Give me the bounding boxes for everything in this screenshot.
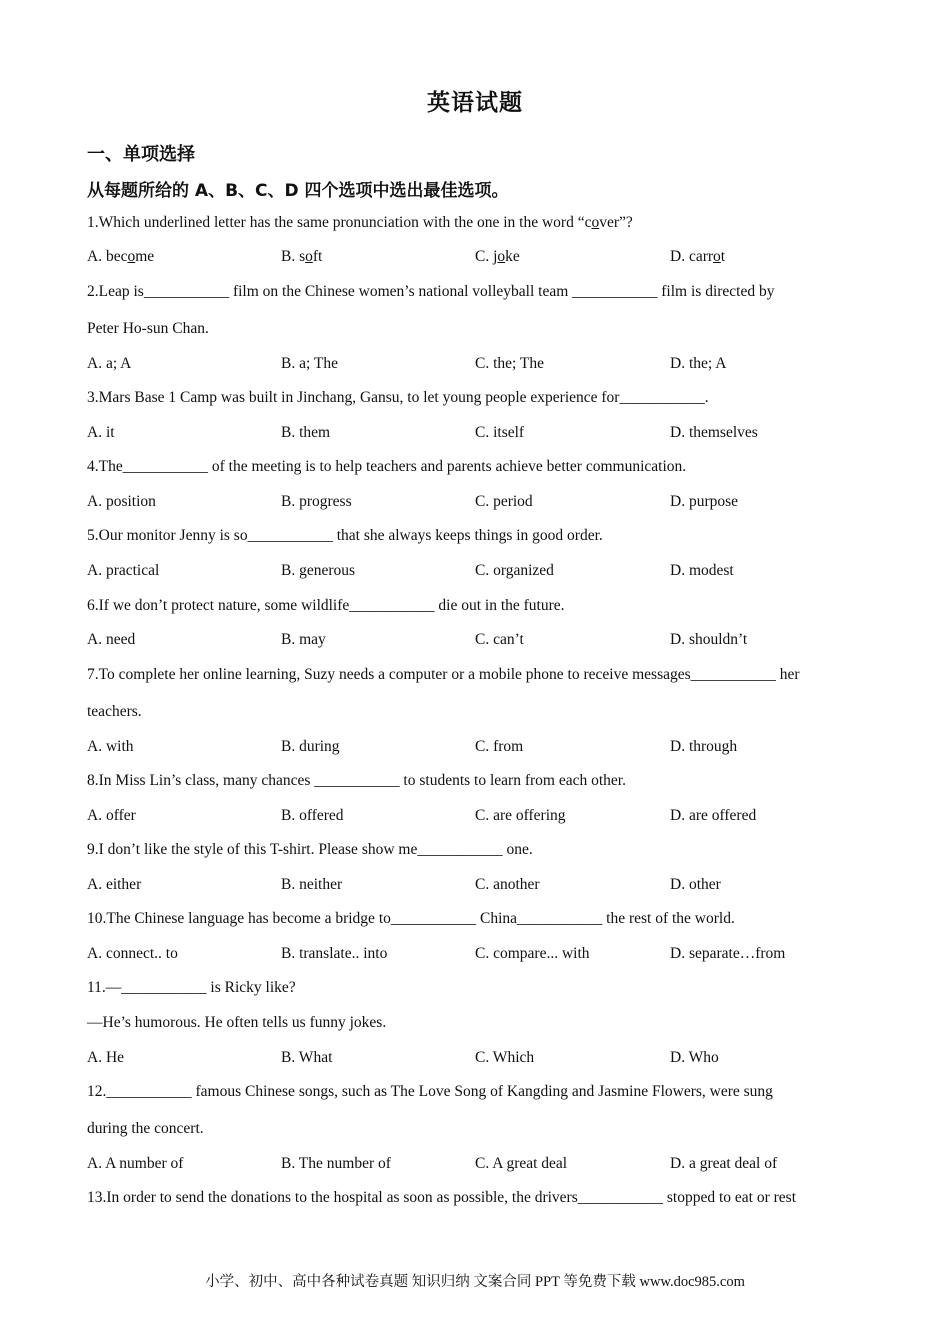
option-12a: A. A number of [87, 1155, 184, 1172]
option-6d: D. shouldn’t [670, 631, 748, 648]
option-1d: D. carrot [670, 248, 726, 265]
option-5d: D. modest [670, 562, 734, 579]
option-8b: B. offered [281, 807, 344, 824]
page-title: 英语试题 [427, 90, 523, 116]
question-5: 5.Our monitor Jenny is so___________ that she always keeps things in good order. [87, 527, 603, 544]
question-8: 8.In Miss Lin’s class, many chances ___________ to students to learn from each other. [87, 772, 626, 789]
question-1: 1.Which underlined letter has the same pronunciation with the one in the word “cover”? [87, 214, 633, 231]
question-4: 4.The___________ of the meeting is to help teachers and parents achieve better communication. [87, 458, 687, 475]
option-3c: C. itself [475, 424, 525, 441]
question-3: 3.Mars Base 1 Camp was built in Jinchang, Gansu, to let young people experience for___________. [87, 389, 709, 406]
option-1a: A. become [87, 248, 155, 265]
option-2c: C. the; The [475, 355, 545, 372]
question-2-line-1: 2.Leap is___________ film on the Chinese women’s national volleyball team ___________ film is directed by [87, 283, 775, 300]
option-3a: A. it [87, 424, 115, 441]
option-5a: A. practical [87, 562, 160, 579]
option-7b: B. during [281, 738, 340, 755]
question-12-line-1: 12.___________ famous Chinese songs, such as The Love Song of Kangding and Jasmine Flowers, were sung [87, 1083, 773, 1100]
section-heading: 一、单项选择 [87, 144, 195, 165]
option-1c: C. joke [475, 248, 520, 265]
option-2a: A. a; A [87, 355, 132, 372]
option-2d: D. the; A [670, 355, 727, 372]
option-10b: B. translate.. into [281, 945, 388, 962]
question-10: 10.The Chinese language has become a bridge to___________ China___________ the rest of the world. [87, 910, 735, 927]
option-7a: A. with [87, 738, 134, 755]
option-6b: B. may [281, 631, 326, 648]
option-3d: D. themselves [670, 424, 758, 441]
option-4c: C. period [475, 493, 533, 510]
question-11-line-2: —He’s humorous. He often tells us funny jokes. [87, 1014, 387, 1031]
question-12-line-2: during the concert. [87, 1120, 204, 1137]
option-12d: D. a great deal of [670, 1155, 778, 1172]
question-2-line-2: Peter Ho-sun Chan. [87, 320, 209, 337]
option-11c: C. Which [475, 1049, 535, 1066]
option-8a: A. offer [87, 807, 136, 824]
option-3b: B. them [281, 424, 331, 441]
section-instruction: 从每题所给的 A、B、C、D 四个选项中选出最佳选项。 [87, 181, 509, 201]
option-5c: C. organized [475, 562, 554, 579]
option-9a: A. either [87, 876, 142, 893]
option-6a: A. need [87, 631, 136, 648]
option-7d: D. through [670, 738, 738, 755]
option-2b: B. a; The [281, 355, 338, 372]
option-5b: B. generous [281, 562, 356, 579]
option-4d: D. purpose [670, 493, 739, 510]
option-11b: B. What [281, 1049, 333, 1066]
option-10a: A. connect.. to [87, 945, 178, 962]
option-9b: B. neither [281, 876, 343, 893]
option-12c: C. A great deal [475, 1155, 568, 1172]
option-6c: C. can’t [475, 631, 524, 648]
option-8c: C. are offering [475, 807, 566, 824]
question-11-line-1: 11.—___________ is Ricky like? [87, 979, 296, 996]
option-12b: B. The number of [281, 1155, 391, 1172]
option-7c: C. from [475, 738, 524, 755]
option-9c: C. another [475, 876, 540, 893]
question-9: 9.I don’t like the style of this T-shirt. Please show me___________ one. [87, 841, 533, 858]
option-8d: D. are offered [670, 807, 757, 824]
option-10d: D. separate…from [670, 945, 786, 962]
option-11a: A. He [87, 1049, 125, 1066]
option-4b: B. progress [281, 493, 352, 510]
question-7-line-1: 7.To complete her online learning, Suzy needs a computer or a mobile phone to receive messages___________ her [87, 666, 800, 683]
question-13: 13.In order to send the donations to the hospital as soon as possible, the drivers___________ stopped to eat or rest [87, 1189, 797, 1206]
option-1b: B. soft [281, 248, 323, 265]
option-11d: D. Who [670, 1049, 719, 1066]
option-10c: C. compare... with [475, 945, 590, 962]
question-6: 6.If we don’t protect nature, some wildlife___________ die out in the future. [87, 597, 565, 614]
option-9d: D. other [670, 876, 721, 893]
page-footer: 小学、初中、高中各种试卷真题 知识归纳 文案合同 PPT 等免费下载 www.doc985.com [205, 1274, 745, 1290]
question-7-line-2: teachers. [87, 703, 142, 720]
option-4a: A. position [87, 493, 156, 510]
